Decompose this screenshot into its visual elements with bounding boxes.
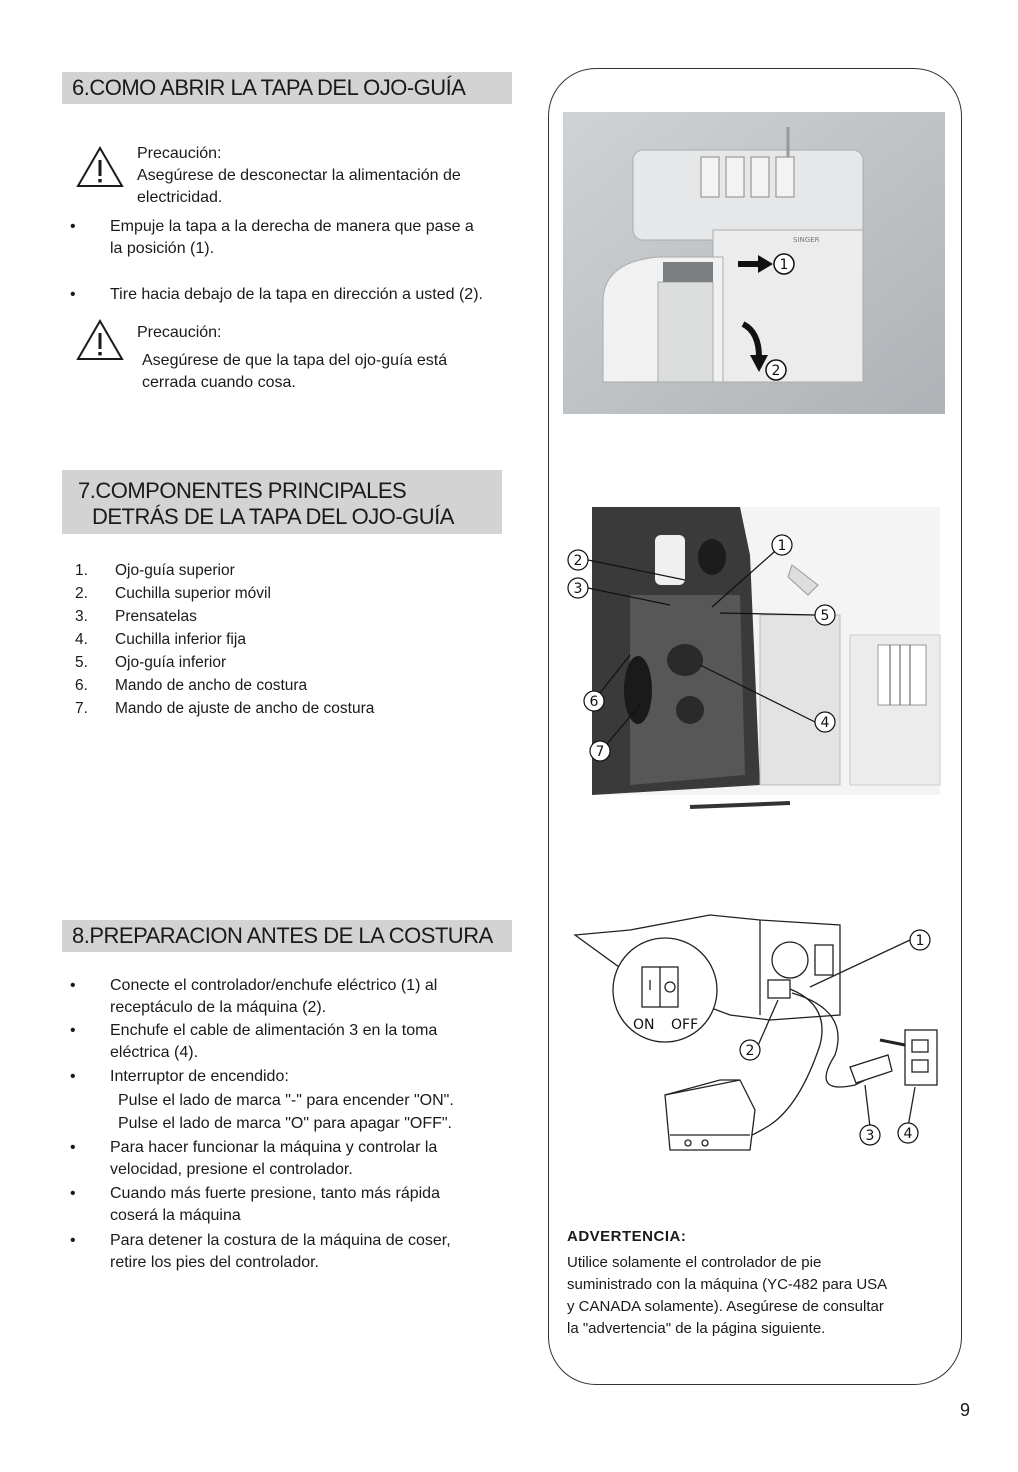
caution-1-title: Precaución:: [137, 145, 222, 162]
callout-4: 4: [820, 715, 830, 731]
component-item: 3. Prensatelas: [75, 608, 197, 625]
warning-line1: Utilice solamente el controlador de pie: [567, 1254, 822, 1271]
on-label: ON: [633, 1017, 655, 1033]
s6-bullet-1-line2: la posición (1).: [110, 240, 215, 257]
s8-bullet-3-line2: Pulse el lado de marca "-" para encender "ON".: [118, 1092, 454, 1109]
component-item: 6. Mando de ancho de costura: [75, 677, 308, 694]
s8-bullet-1-line1: • Conecte el controlador/enchufe eléctrico (1) al: [110, 975, 437, 997]
section-8-heading-text: 8.PREPARACION ANTES DE LA COSTURA: [72, 923, 493, 948]
s8-bullet-6-line1: • Para detener la costura de la máquina de coser,: [110, 1230, 451, 1252]
callout-3: 3: [573, 581, 583, 597]
callout-2: 2: [745, 1043, 755, 1059]
s8-bullet-6-line2: retire los pies del controlador.: [110, 1254, 319, 1271]
callout-2: 2: [771, 363, 781, 379]
s8-bullet-5-line1: • Cuando más fuerte presione, tanto más rápida: [110, 1183, 440, 1205]
component-item: 1. Ojo-guía superior: [75, 562, 235, 579]
caution-1-line2: electricidad.: [137, 189, 223, 206]
callout-7: 7: [595, 744, 605, 760]
component-item: 4. Cuchilla inferior fija: [75, 631, 246, 648]
caution-2-line2: cerrada cuando cosa.: [142, 374, 296, 391]
s8-bullet-2-line2: eléctrica (4).: [110, 1044, 199, 1061]
section-6-heading: [62, 72, 512, 104]
section-6-heading-text: 6.COMO ABRIR LA TAPA DEL OJO-GUÍA: [72, 75, 466, 100]
caution-1-line1: Asegúrese de desconectar la alimentación de: [137, 167, 461, 184]
s8-bullet-4-line1: • Para hacer funcionar la máquina y controlar la: [110, 1137, 437, 1159]
warning-triangle-icon: [75, 145, 125, 189]
component-item: 2. Cuchilla superior móvil: [75, 585, 271, 602]
s6-bullet-2: • Tire hacia debajo de la tapa en dirección a usted (2).: [110, 284, 483, 306]
callout-1: 1: [915, 933, 925, 949]
power-connection-diagram: [570, 905, 945, 1180]
machine-cover-photo: [563, 112, 945, 414]
warning-title: ADVERTENCIA:: [567, 1228, 687, 1245]
s8-bullet-5-line2: coserá la máquina: [110, 1207, 241, 1224]
section-7-heading-line2: DETRÁS DE LA TAPA DEL OJO-GUÍA: [92, 504, 454, 529]
callout-4: 4: [903, 1126, 913, 1142]
warning-line2: suministrado con la máquina (YC-482 para USA: [567, 1276, 888, 1293]
section-7-heading: [62, 470, 502, 534]
s8-bullet-4-line2: velocidad, presione el controlador.: [110, 1161, 353, 1178]
warning-line4: la "advertencia" de la página siguiente.: [567, 1320, 826, 1337]
callout-5: 5: [820, 608, 830, 624]
singer-brand-label: SINGER: [793, 236, 820, 244]
warning-triangle-icon: [75, 318, 125, 362]
s8-bullet-3-line1: • Interruptor de encendido:: [110, 1066, 289, 1088]
callout-1: 1: [779, 257, 789, 273]
s8-bullet-2-line1: • Enchufe el cable de alimentación 3 en la toma: [110, 1020, 437, 1042]
callout-6: 6: [589, 694, 599, 710]
component-item: 5. Ojo-guía inferior: [75, 654, 227, 671]
callout-2: 2: [573, 553, 583, 569]
callout-1: 1: [777, 538, 787, 554]
off-label: OFF: [671, 1017, 699, 1033]
caution-2-title: Precaución:: [137, 324, 222, 341]
page-number: 9: [960, 1400, 971, 1420]
warning-line3: y CANADA solamente). Asegúrese de consultar: [567, 1298, 884, 1315]
caution-2-line1: Asegúrese de que la tapa del ojo-guía está: [142, 352, 448, 369]
s8-bullet-1-line2: receptáculo de la máquina (2).: [110, 999, 327, 1016]
callout-3: 3: [865, 1128, 875, 1144]
inside-cover-photo: [560, 495, 950, 825]
s6-bullet-1-line1: • Empuje la tapa a la derecha de manera que pase a: [110, 216, 474, 238]
s8-bullet-3-line3: Pulse el lado de marca "O" para apagar "OFF".: [118, 1115, 452, 1132]
section-7-heading-line1: 7.COMPONENTES PRINCIPALES: [78, 478, 407, 503]
section-8-heading: [62, 920, 512, 952]
warning-body: [567, 1252, 947, 1340]
component-item: 7. Mando de ajuste de ancho de costura: [75, 700, 375, 717]
